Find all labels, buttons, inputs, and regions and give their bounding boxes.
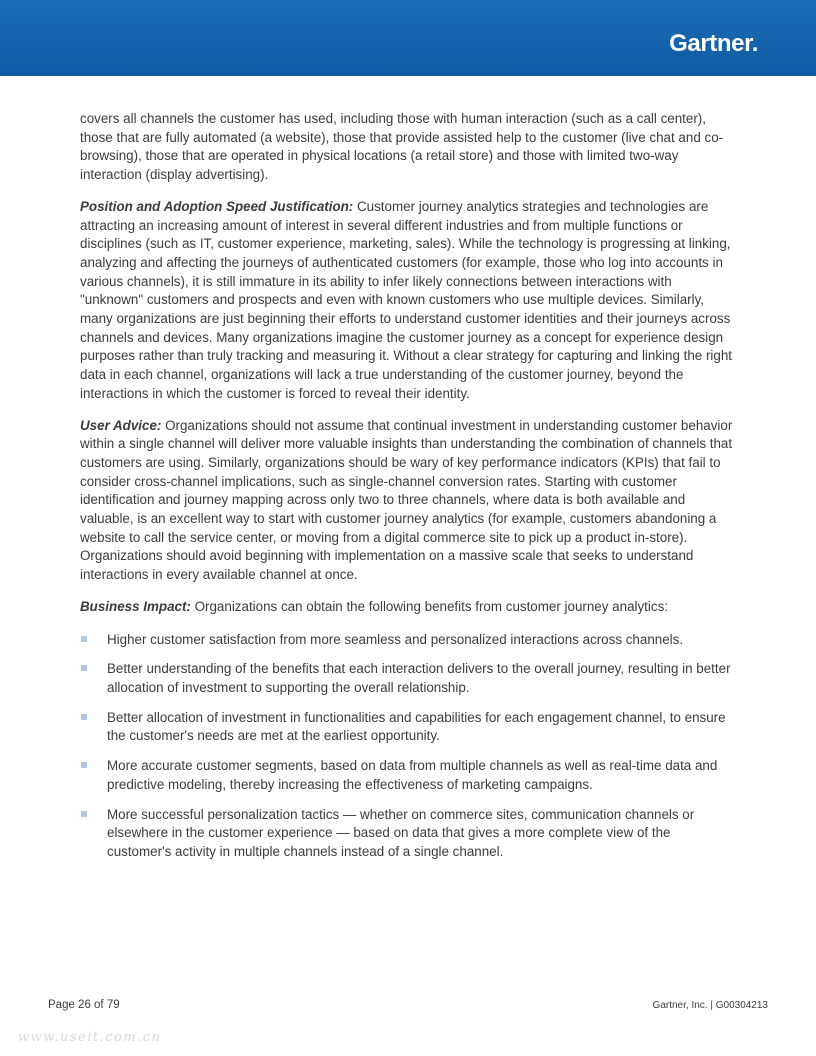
watermark-text: www.useit.com.cn [18,1030,162,1045]
impact-paragraph [80,598,736,617]
advice-paragraph [80,417,736,585]
list-item-text: Better allocation of investment in functionalities and capabilities for each engagement channel, to ensure the customer's needs are met at the earliest opportunity. [107,709,726,744]
list-item-text: More accurate customer segments, based on data from multiple channels as well as real-time data and predictive modeling, thereby increasing the effectiveness of marketing campaigns. [107,758,718,792]
advice-text: Organizations should not assume that continual investment in understanding customer behavior within a single channel will deliver more valuable insights than understanding the combination of channels that customers are using. Similarly, organizations should be wary of key performance indicators (KPIs) that fail to consider cross-channel implications, such as single-channel conversion rates. Starting with customer identification and journey mapping across only two to three channels, where data is both available and valuable, is an excellent way to start with customer journey analytics (for example, customers abandoning a website to call the service center, or moving from a digital commerce site to pick up a product in-store). Organizations should avoid beginning with implementation on a massive scale that seeks to understand interactions in every available channel at once. [80,417,733,583]
square-bullet-icon [81,811,87,817]
list-item [80,631,736,650]
square-bullet-icon [81,636,87,642]
list-item-text: Better understanding of the benefits that each interaction delivers to the overall journey, resulting in better allocation of investment to supporting the overall relationship. [107,661,731,695]
document-id: Gartner, Inc. | G00304213 [652,1000,768,1011]
square-bullet-icon [81,714,87,720]
gartner-logo: Gartner. [669,30,758,57]
list-item-text: Higher customer satisfaction from more seamless and personalized interactions across channels. [107,631,684,647]
list-item [80,757,736,794]
impact-lead: Business Impact: [80,598,191,614]
document-body [80,110,736,873]
list-item [80,709,736,746]
intro-paragraph: covers all channels the customer has used, including those with human interaction (such as a call center), those that are fully automated (a website), those that provide assisted help to the customer (live chat and co-browsing), those that are operated in physical locations (a retail store) and those with limited two-way interaction (display advertising). [80,111,724,183]
page-number: Page 26 of 79 [48,999,120,1011]
list-item [80,660,736,697]
advice-lead: User Advice: [80,417,162,433]
position-lead: Position and Adoption Speed Justification: [80,198,354,214]
position-paragraph [80,198,736,404]
square-bullet-icon [81,665,87,671]
square-bullet-icon [81,762,87,768]
list-item [80,806,736,862]
position-text: Customer journey analytics strategies and technologies are attracting an increasing amount of interest in several different industries and from multiple functions or disciplines (such as IT, customer experience, marketing, sales). While the technology is progressing at linking, analyzing and affecting the journeys of authenticated customers (for example, those who log into accounts in various channels), it is still immature in its ability to infer likely connections between interactions with "unknown" customers and prospects and even with known customers who use multiple devices. Similarly, many organizations are just beginning their efforts to understand customer identities and their journeys across channels and devices. Many organizations imagine the customer journey as a concept for experience design purposes rather than truly tracking and measuring it. Without a clear strategy for capturing and linking the right data in each channel, organizations will lack a true understanding of the customer journey, beyond the interactions in which the customer is forced to reveal their identity. [80,198,733,401]
list-item-text: More successful personalization tactics — whether on commerce sites, communication channels or elsewhere in the customer experience — based on data that gives a more complete view of the customer's activity in multiple channels instead of a single channel. [107,806,695,859]
page-header [0,0,816,76]
benefits-list [80,631,736,862]
impact-text: Organizations can obtain the following benefits from customer journey analytics: [190,598,668,614]
